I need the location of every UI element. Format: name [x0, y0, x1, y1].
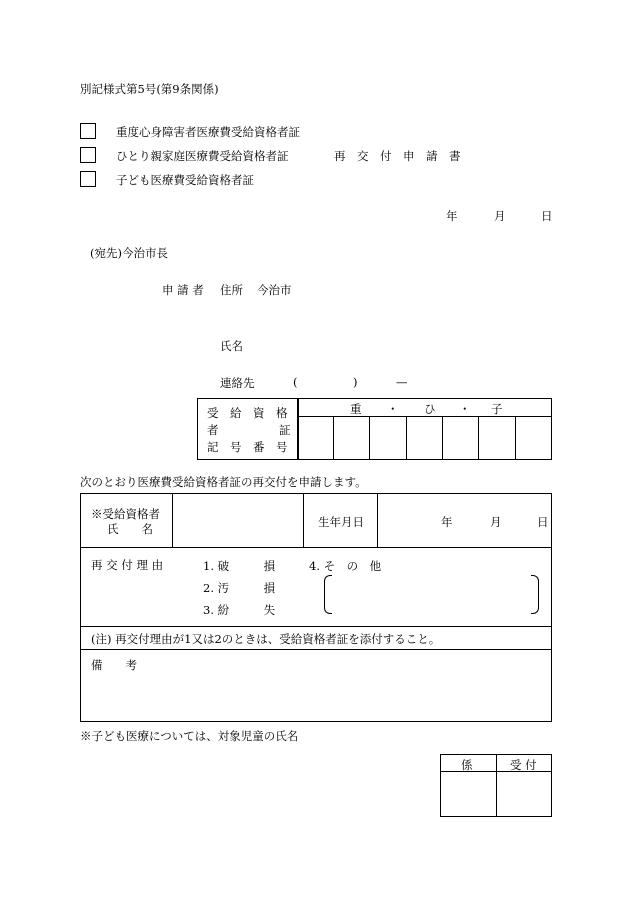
cert-label-2a: 者 [207, 423, 219, 437]
cert-header-a: 重 [350, 402, 362, 416]
birth-day: 日 [537, 515, 549, 529]
recipient-name-label-2: 氏 名 [107, 522, 153, 536]
note-text: (注) 再交付理由が1又は2のときは、受給資格者証を添付すること。 [91, 632, 441, 646]
date-month: 月 [494, 209, 506, 223]
cert-header-dot-2: ・ [459, 402, 471, 416]
checkbox-disability[interactable] [80, 123, 96, 139]
name-label: 氏名 [220, 339, 243, 353]
reason-3[interactable]: 3. 紛 失 [203, 603, 276, 617]
applicant-label: 申 請 者 [162, 283, 204, 297]
cert-header-dot-1: ・ [387, 402, 399, 416]
option-label-disability: 重度心身障害者医療費受給資格者証 [116, 125, 300, 139]
office-col-1: 係 [461, 758, 473, 772]
option-label-single-parent: ひとり親家庭医療費受給資格者証 [116, 149, 289, 163]
remarks-label: 備 考 [91, 658, 137, 672]
cert-header-c: 子 [491, 402, 503, 416]
address-label: 住所 [220, 283, 243, 297]
form-id: 別記様式第5号(第9条関係) [80, 82, 219, 96]
other-reason-bracket-left [324, 575, 332, 614]
cert-header-b: ひ [424, 402, 436, 416]
reason-4[interactable]: 4. そ の 他 [309, 559, 382, 573]
checkbox-single-parent[interactable] [80, 147, 96, 163]
other-reason-bracket-right [531, 575, 539, 614]
addressee: (宛先)今治市長 [90, 246, 168, 260]
cert-label-3: 記 号 番 号 [207, 440, 288, 454]
birth-month: 月 [490, 515, 502, 529]
cert-label-1: 受 給 資 格 [207, 406, 288, 420]
birth-label: 生年月日 [318, 515, 364, 529]
birth-year: 年 [441, 515, 453, 529]
contact-dash: — [396, 375, 408, 389]
footnote: ※子ども医療については、対象児童の氏名 [80, 729, 299, 743]
date-year: 年 [446, 209, 458, 223]
contact-label: 連絡先 [220, 376, 255, 390]
reason-label: 再 交 付 理 由 [91, 558, 164, 572]
option-label-child: 子ども医療費受給資格者証 [116, 173, 254, 187]
checkbox-child[interactable] [80, 171, 96, 187]
cert-label-2b: 証 [279, 423, 291, 437]
recipient-name-label-1: ※受給資格者 [91, 507, 160, 521]
date-day: 日 [541, 209, 553, 223]
office-col-2: 受 付 [510, 758, 537, 772]
intro-text: 次のとおり医療費受給資格者証の再交付を申請します。 [80, 475, 367, 489]
other-reason-field[interactable] [334, 576, 529, 613]
contact-open-paren: ( [293, 375, 298, 389]
reason-1[interactable]: 1. 破 損 [203, 559, 276, 573]
contact-close-paren: ) [353, 375, 358, 389]
form-title: 再 交 付 申 請 書 [334, 149, 461, 163]
reason-2[interactable]: 2. 汚 損 [203, 581, 276, 595]
address-value: 今治市 [257, 283, 292, 297]
